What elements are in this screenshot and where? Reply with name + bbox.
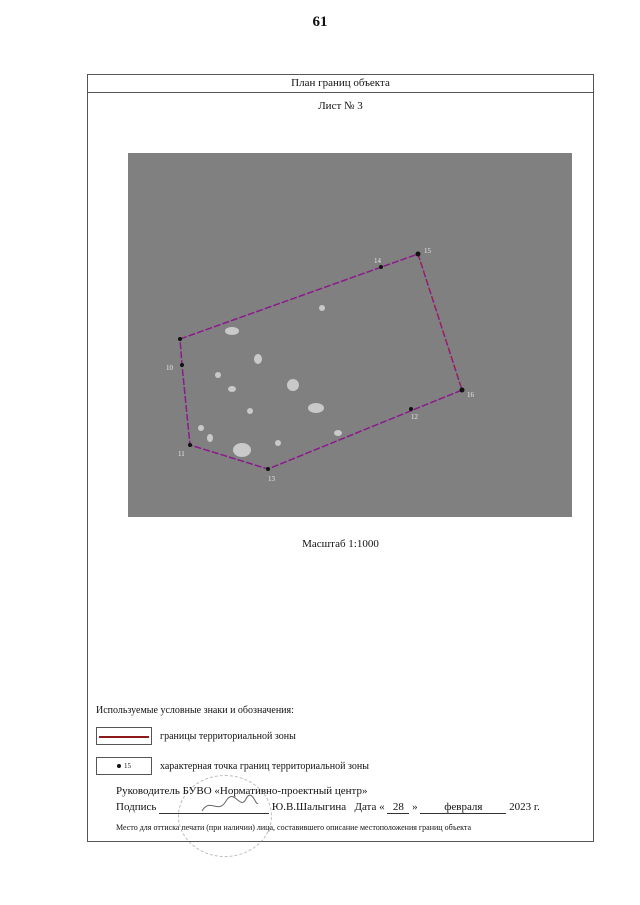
boundary-point	[379, 265, 383, 269]
boundary-point	[266, 467, 270, 471]
sheet-label: Лист № 3	[318, 100, 363, 112]
date-month: февраля	[420, 801, 506, 814]
signature-row	[116, 801, 586, 814]
point-label: 10	[166, 364, 173, 372]
boundary-map	[128, 153, 572, 517]
legend-title: Используемые условные знаки и обозначения:	[96, 705, 294, 716]
signer-name: Ю.В.Шалыгина	[271, 801, 347, 813]
stamp-note: Место для оттиска печати (при наличии) лица, составившего описание местоположения границ объекта	[116, 823, 472, 832]
date-day: 28	[387, 801, 409, 814]
page-number: 61	[312, 14, 328, 30]
boundary-point	[188, 443, 192, 447]
legend-line-text: границы территориальной зоны	[160, 731, 296, 742]
zone-boundary-line	[180, 254, 462, 469]
boundary-point	[409, 407, 413, 411]
point-label: 15	[424, 247, 431, 255]
boundary-point	[460, 388, 465, 393]
map-features	[198, 305, 342, 457]
legend-point-sample: 15	[96, 757, 152, 775]
point-dot-icon	[117, 764, 121, 768]
legend-point-text: характерная точка границ территориальной зоны	[160, 761, 369, 772]
point-label: 12	[411, 413, 418, 421]
date-quote: »	[412, 801, 418, 813]
point-label: 11	[178, 450, 185, 458]
signer-organization: Руководитель БУВО «Нормативно-проектный центр»	[116, 785, 368, 797]
point-label: 14	[374, 257, 381, 265]
date-label: Дата «	[354, 801, 385, 813]
point-label: 16	[467, 391, 474, 399]
date-year: 2023 г.	[509, 801, 540, 813]
point-label: 13	[268, 475, 275, 483]
signature-label: Подпись	[116, 801, 157, 813]
document-frame	[87, 74, 594, 842]
legend-line-sample	[96, 727, 152, 745]
frame-title: План границ объекта	[88, 75, 593, 93]
map-scale: Масштаб 1:1000	[302, 538, 379, 550]
boundary-point	[178, 337, 182, 341]
boundary-point	[416, 252, 421, 257]
boundary-map-svg	[128, 153, 572, 517]
signature-line	[159, 801, 269, 814]
boundary-point	[180, 363, 184, 367]
